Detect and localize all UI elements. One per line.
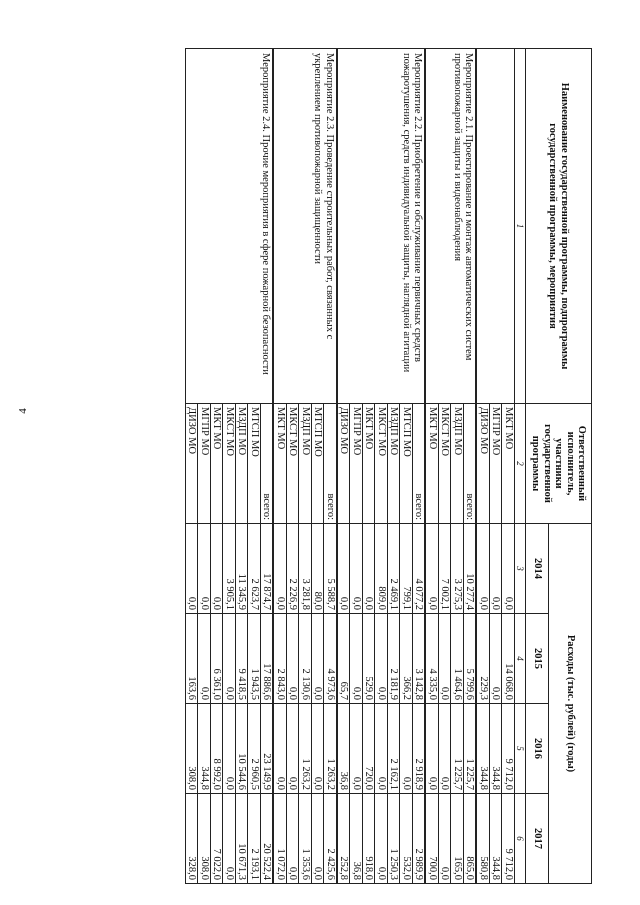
expense-value: 4 973,6 <box>324 614 337 704</box>
expense-value: 0,0 <box>375 704 388 794</box>
executor-name: МГПР МО <box>198 404 211 524</box>
expense-value: 0,0 <box>198 524 211 614</box>
total-label: всего: <box>464 404 477 524</box>
executor-name: МЗДП МО <box>236 404 249 524</box>
expense-value: 809,0 <box>375 524 388 614</box>
expense-value: 10 671,3 <box>236 794 249 884</box>
column-index: 5 <box>515 704 526 794</box>
executor-name: МГПР МО <box>350 404 363 524</box>
column-index: 3 <box>515 524 526 614</box>
expense-value: 1 263,2 <box>324 704 337 794</box>
expense-value: 10 277,4 <box>464 524 477 614</box>
executor-name: МКСТ МО <box>375 404 388 524</box>
measure-title: Мероприятие 2.1. Проектирование и монтаж автоматических систем противопожарной защиты и видеонаблюдения <box>426 49 477 404</box>
expense-value: 163,6 <box>186 614 199 704</box>
expense-value: 0,0 <box>287 794 300 884</box>
executor-name: МКТ МО <box>502 404 515 524</box>
expense-value: 7 002,1 <box>439 524 452 614</box>
executor-name: МЗДП МО <box>388 404 401 524</box>
expense-value: 3 142,8 <box>413 614 426 704</box>
expense-value: 3 281,8 <box>299 524 312 614</box>
expense-value: 344,8 <box>490 704 503 794</box>
expense-value: 0,0 <box>223 614 236 704</box>
header-row <box>549 49 592 884</box>
table-row <box>464 49 477 884</box>
expense-value: 529,0 <box>363 614 376 704</box>
expense-value: 165,0 <box>451 794 464 884</box>
header-expenses: Расходы (тыс. рублей) (годы) <box>549 524 592 884</box>
expense-value: 3 905,1 <box>223 524 236 614</box>
executor-name: МЗДП МО <box>299 404 312 524</box>
expense-value: 0,0 <box>198 614 211 704</box>
expense-value: 344,8 <box>490 794 503 884</box>
expense-value: 14 068,0 <box>502 614 515 704</box>
expense-value: 36,8 <box>350 794 363 884</box>
expense-value: 9 418,5 <box>236 614 249 704</box>
expense-value: 0,0 <box>223 704 236 794</box>
expense-value: 229,3 <box>477 614 490 704</box>
rotated-table-container <box>80 48 592 883</box>
column-index: 4 <box>515 614 526 704</box>
expense-value: 10 544,6 <box>236 704 249 794</box>
expense-value: 0,0 <box>223 794 236 884</box>
executor-name: МКСТ МО <box>439 404 452 524</box>
expense-value: 65,7 <box>337 614 350 704</box>
measure-title: Мероприятие 2.3. Проведение строительных работ, связанных с укреплением противопожарной защищенности <box>274 49 338 404</box>
expense-value: 17 874,7 <box>261 524 274 614</box>
expense-value: 11 345,9 <box>236 524 249 614</box>
expense-value: 23 149,9 <box>261 704 274 794</box>
expense-value: 0,0 <box>490 524 503 614</box>
table-row <box>413 49 426 884</box>
expense-value: 1 464,6 <box>451 614 464 704</box>
expense-value: 80,0 <box>312 524 325 614</box>
expense-value: 2 918,9 <box>413 704 426 794</box>
expense-value: 5 799,6 <box>464 614 477 704</box>
expense-value: 865,0 <box>464 794 477 884</box>
expense-value: 1 225,7 <box>451 704 464 794</box>
expense-value: 0,0 <box>375 614 388 704</box>
expense-value: 0,0 <box>426 704 439 794</box>
expense-value: 3 275,3 <box>451 524 464 614</box>
executor-name: МКТ МО <box>211 404 224 524</box>
expense-value: 0,0 <box>312 794 325 884</box>
expense-value: 0,0 <box>502 524 515 614</box>
executor-name: ДИЗО МО <box>337 404 350 524</box>
executor-name: МКТ МО <box>426 404 439 524</box>
expense-value: 0,0 <box>477 524 490 614</box>
expense-value: 918,0 <box>363 794 376 884</box>
expense-value: 7 022,0 <box>211 794 224 884</box>
executor-name: МКТ МО <box>274 404 287 524</box>
expense-value: 1 072,0 <box>274 794 287 884</box>
expense-value: 0,0 <box>274 704 287 794</box>
expense-value: 1 225,7 <box>464 704 477 794</box>
executor-name: МТСП МО <box>248 404 261 524</box>
expense-value: 2 226,9 <box>287 524 300 614</box>
executor-name: МКСТ МО <box>287 404 300 524</box>
executor-name: ДИЗО МО <box>186 404 199 524</box>
expense-value: 0,0 <box>211 524 224 614</box>
expense-value: 308,0 <box>186 704 199 794</box>
expense-value: 580,8 <box>477 794 490 884</box>
header-program-name: Наименование государственной программы, подпрограммы государственной программы, мероприятия <box>526 49 592 404</box>
expense-value: 2 193,1 <box>248 794 261 884</box>
column-index-row <box>515 49 526 884</box>
expense-value: 0,0 <box>186 524 199 614</box>
executor-name: МЗДП МО <box>451 404 464 524</box>
expense-value: 2 181,9 <box>388 614 401 704</box>
header-year: 2014 <box>526 524 549 614</box>
expense-value: 17 886,6 <box>261 614 274 704</box>
expense-value: 252,8 <box>337 794 350 884</box>
expense-value: 1 250,3 <box>388 794 401 884</box>
column-index: 6 <box>515 794 526 884</box>
expense-value: 9 712,0 <box>502 794 515 884</box>
table-row <box>261 49 274 884</box>
expense-value: 2 130,6 <box>299 614 312 704</box>
executor-name: МТСП МО <box>312 404 325 524</box>
expense-value: 0,0 <box>426 524 439 614</box>
executor-name: МТСП МО <box>400 404 413 524</box>
expense-value: 9 712,0 <box>502 704 515 794</box>
expense-value: 0,0 <box>490 614 503 704</box>
measure-title <box>477 49 515 404</box>
expense-value: 344,8 <box>198 704 211 794</box>
total-label: всего: <box>324 404 337 524</box>
header-year: 2016 <box>526 704 549 794</box>
expense-value: 0,0 <box>350 704 363 794</box>
expense-value: 344,8 <box>477 704 490 794</box>
header-executor: Ответственный исполнитель, участники государственной программы <box>526 404 592 524</box>
expense-value: 532,0 <box>400 794 413 884</box>
expense-value: 2 989,9 <box>413 794 426 884</box>
expense-value: 2 843,0 <box>274 614 287 704</box>
measure-title: Мероприятие 2.2. Приобретение и обслуживание первичных средств пожаротушения, средств индивидуальной защиты, наглядной агитации <box>337 49 426 404</box>
expense-value: 700,0 <box>426 794 439 884</box>
expense-value: 36,8 <box>337 704 350 794</box>
expense-value: 0,0 <box>312 614 325 704</box>
expense-value: 8 992,0 <box>211 704 224 794</box>
expense-value: 0,0 <box>400 704 413 794</box>
expense-value: 5 588,7 <box>324 524 337 614</box>
expense-value: 2 623,7 <box>248 524 261 614</box>
expense-value: 4 335,0 <box>426 614 439 704</box>
expense-value: 2 960,5 <box>248 704 261 794</box>
table-row <box>324 49 337 884</box>
expense-value: 2 162,1 <box>388 704 401 794</box>
expense-value: 2 469,1 <box>388 524 401 614</box>
column-index: 1 <box>515 49 526 404</box>
expense-value: 0,0 <box>363 524 376 614</box>
header-year: 2017 <box>526 794 549 884</box>
executor-name: ДИЗО МО <box>477 404 490 524</box>
expense-value: 0,0 <box>350 614 363 704</box>
expense-value: 2 425,6 <box>324 794 337 884</box>
expense-value: 20 522,4 <box>261 794 274 884</box>
expense-value: 6 361,0 <box>211 614 224 704</box>
expense-value: 0,0 <box>287 704 300 794</box>
expense-value: 0,0 <box>287 614 300 704</box>
expense-value: 0,0 <box>312 704 325 794</box>
page-number: 4 <box>16 408 29 414</box>
executor-name: МГПР МО <box>490 404 503 524</box>
expense-value: 0,0 <box>439 794 452 884</box>
expenses-table <box>185 48 592 884</box>
header-year: 2015 <box>526 614 549 704</box>
table-row <box>502 49 515 884</box>
expense-value: 1 353,6 <box>299 794 312 884</box>
expense-value: 308,0 <box>198 794 211 884</box>
total-label: всего: <box>413 404 426 524</box>
measure-title: Мероприятие 2.4. Прочие мероприятия в сфере пожарной безопасности <box>186 49 274 404</box>
expense-value: 799,1 <box>400 524 413 614</box>
column-index: 2 <box>515 404 526 524</box>
expense-value: 1 263,2 <box>299 704 312 794</box>
table-body <box>186 49 515 884</box>
expense-value: 1 943,5 <box>248 614 261 704</box>
executor-name: МКТ МО <box>363 404 376 524</box>
total-label: всего: <box>261 404 274 524</box>
expense-value: 4 077,2 <box>413 524 426 614</box>
expense-value: 0,0 <box>439 614 452 704</box>
expense-value: 366,2 <box>400 614 413 704</box>
expense-value: 0,0 <box>375 794 388 884</box>
expense-value: 0,0 <box>274 524 287 614</box>
executor-name: МКСТ МО <box>223 404 236 524</box>
expense-value: 720,0 <box>363 704 376 794</box>
expense-value: 0,0 <box>337 524 350 614</box>
expense-value: 0,0 <box>439 704 452 794</box>
expense-value: 0,0 <box>350 524 363 614</box>
expense-value: 328,0 <box>186 794 199 884</box>
